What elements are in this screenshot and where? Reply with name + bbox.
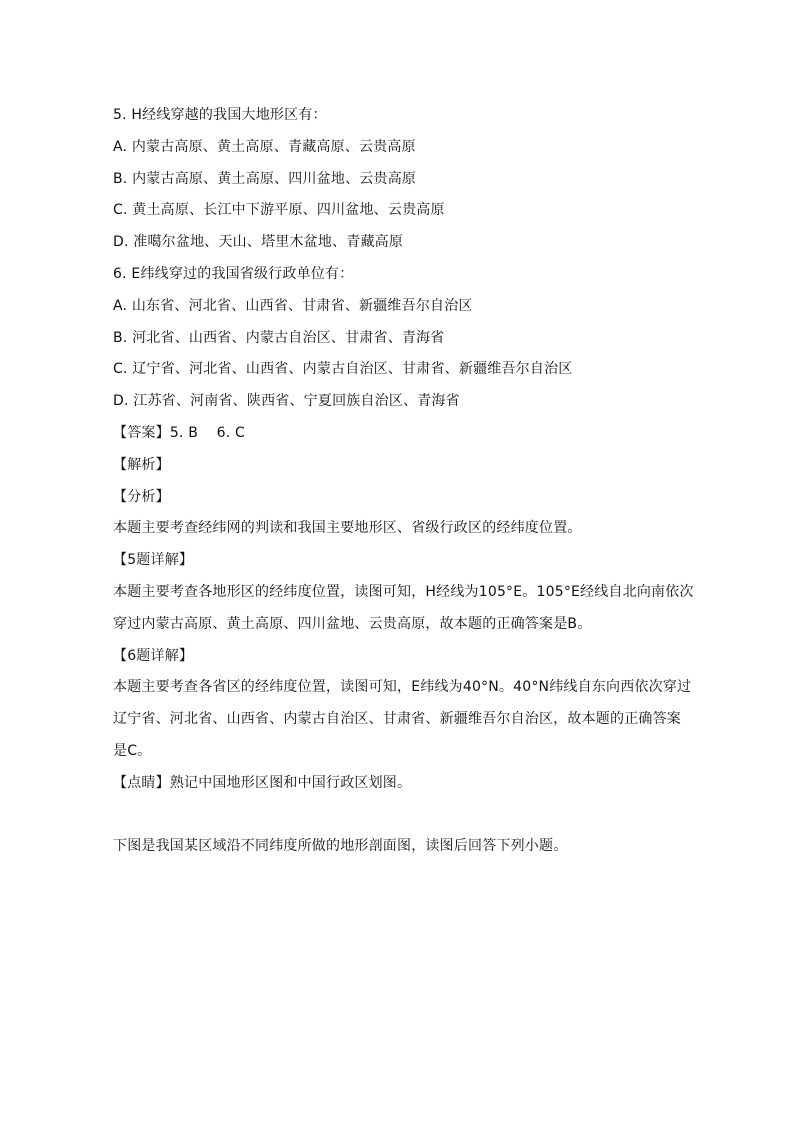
dianjing-line [113,768,693,800]
next-section-intro: 下图是我国某区域沿不同纬度所做的地形剖面图，读图后回答下列小题。 [113,838,568,855]
detail-6-line-3: 是C。 [113,742,152,759]
detail-6-line-2: 辽宁省、河北省、山西省、内蒙古自治区、甘肃省、新疆维吾尔自治区，故本题的正确答案 [113,711,681,728]
question-6-stem: 6. E纬线穿过的我国省级行政单位有： [113,265,354,282]
detail-5-line-2: 穿过内蒙古高原、黄土高原、四川盆地、云贵高原，故本题的正确答案是B。 [113,615,592,632]
dianjing-label: 【点睛】 [113,774,170,791]
question-5-option-d: D. 准噶尔盆地、天山、塔里木盆地、青藏高原 [113,234,404,251]
question-5-stem: 5. H经线穿越的我国大地形区有： [113,107,327,123]
question-6-option-d: D. 江苏省、河南省、陕西省、宁夏回族自治区、青海省 [113,393,460,410]
question-6-option-b: B. 河北省、山西省、内蒙古自治区、甘肃省、青海省 [113,329,445,346]
document-content [113,100,693,863]
detail-5-header: 【5题详解】 [113,552,194,569]
detail-6-line-1: 本题主要考查各省区的经纬度位置，读图可知，E纬线为40°N。40°N纬线自东向西依次穿过 [113,679,692,696]
answer-text: 5. B 6. C [169,424,246,441]
dianjing-text: 熟记中国地形区图和中国行政区划图。 [169,774,412,791]
question-5-option-c: C. 黄土高原、长江中下游平原、四川盆地、云贵高原 [113,202,445,219]
detail-6-header: 【6题详解】 [113,647,194,664]
detail-5-line-1: 本题主要考查各地形区的经纬度位置，读图可知，H经线为105°E。105°E经线自北向南依次 [113,583,694,600]
fenxi-text: 本题主要考查经纬网的判读和我国主要地形区、省级行政区的经纬度位置。 [113,520,582,537]
answer-line [113,418,693,450]
question-5-option-a: A. 内蒙古高原、黄土高原、青藏高原、云贵高原 [113,138,416,155]
answer-label: 【答案】 [113,424,170,441]
blank-line [113,800,693,832]
analysis-header: 【解析】 [113,456,170,473]
fenxi-header: 【分析】 [113,488,170,505]
question-5-option-b: B. 内蒙古高原、黄土高原、四川盆地、云贵高原 [113,170,417,187]
question-6-option-a: A. 山东省、河北省、山西省、甘肃省、新疆维吾尔自治区 [113,297,473,314]
question-6-option-c: C. 辽宁省、河北省、山西省、内蒙古自治区、甘肃省、新疆维吾尔自治区 [113,361,573,378]
